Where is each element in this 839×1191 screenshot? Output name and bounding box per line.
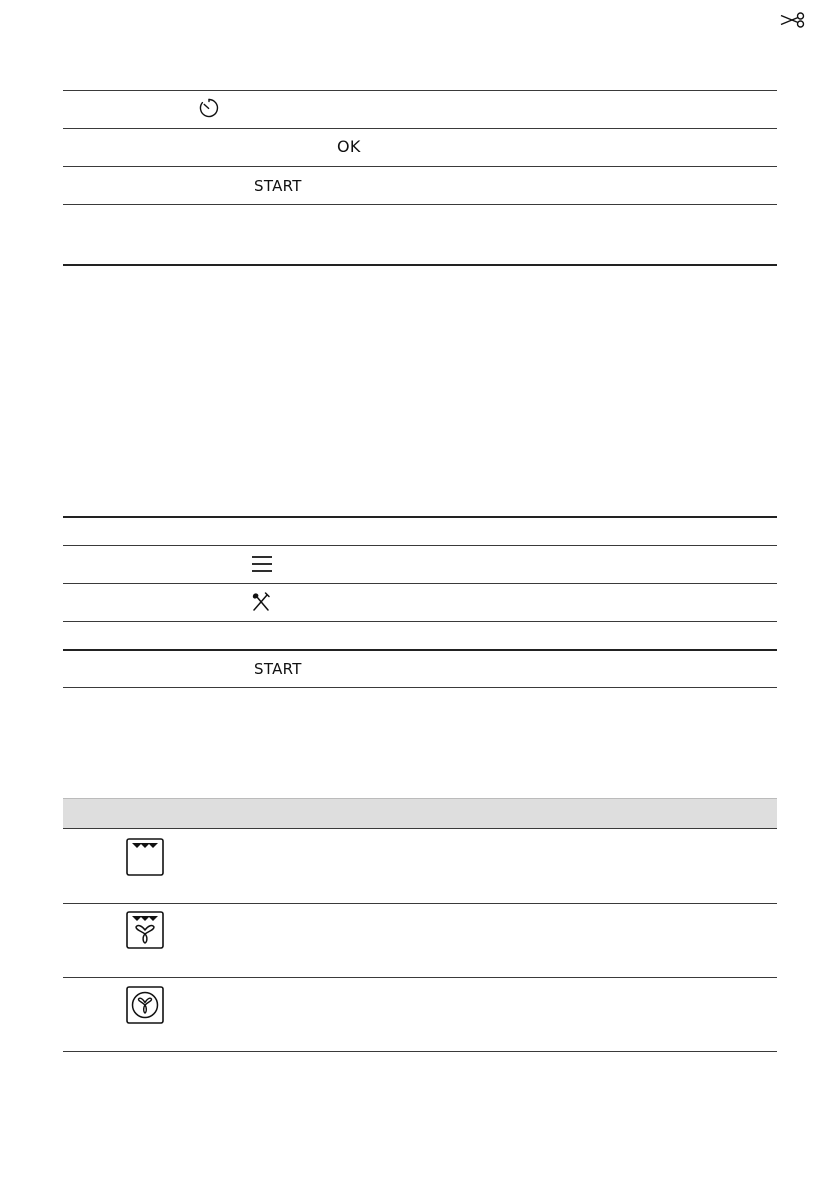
table-row-divider [63,128,777,129]
table-row-divider [63,621,777,622]
table-top-border [63,798,777,799]
table-row-divider [63,977,777,978]
table-bottom-border [63,1051,777,1052]
timer-icon [197,96,221,120]
fan-icon [126,986,164,1024]
table-top-border [63,516,777,518]
start-button-label: START [254,177,302,195]
start-button-label: START [254,660,302,678]
table-row-divider [63,166,777,167]
menu-icon [250,554,274,574]
table-row-divider [63,903,777,904]
table-row-divider [63,545,777,546]
table-header [63,798,777,828]
table-bottom-border [63,687,777,688]
top-heat-fan-icon [126,911,164,949]
table-row-divider [63,90,777,91]
table-row-divider [63,649,777,651]
fork-knife-icon [251,591,271,613]
table-bottom-border [63,264,777,266]
table-row-divider [63,828,777,829]
ok-button-label: OK [337,137,361,156]
table-row-divider [63,204,777,205]
scissors-icon [780,12,806,28]
table-row-divider [63,583,777,584]
top-heat-icon [126,838,164,876]
